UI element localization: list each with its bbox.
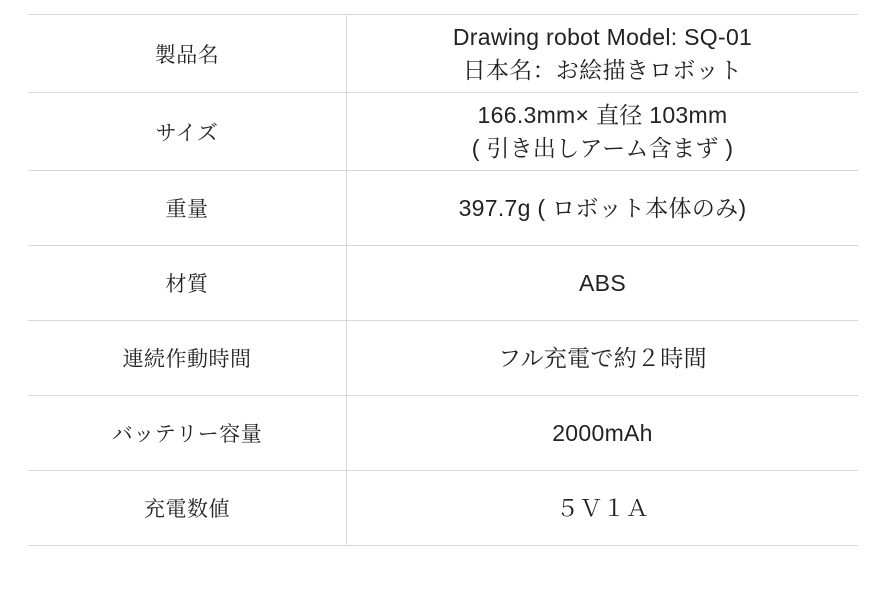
table-row [28, 171, 858, 246]
spec-value-size [347, 93, 859, 171]
spec-value-product-name [347, 15, 859, 93]
spec-label-charging-rating: 充電数値 [28, 471, 347, 546]
spec-value-line: ABS [579, 269, 626, 296]
spec-value-line: 166.3mm× 直径 103mm [477, 101, 728, 128]
spec-value-line: Drawing robot Model: SQ-01 [452, 23, 753, 50]
spec-value-line: 日本名：お絵描きロボット [462, 56, 743, 83]
spec-value-line: 2000mAh [552, 419, 653, 446]
spec-label-battery-capacity: バッテリー容量 [28, 396, 347, 471]
table-row [28, 93, 858, 171]
table-row [28, 321, 858, 396]
spec-value-operating-time [347, 321, 859, 396]
table-row [28, 471, 858, 546]
spec-value-line: ( 引き出しアーム含まず ) [471, 134, 734, 161]
spec-value-battery-capacity [347, 396, 859, 471]
table-row [28, 246, 858, 321]
spec-label-weight: 重量 [28, 171, 347, 246]
table-row [28, 15, 858, 93]
spec-label-operating-time: 連続作動時間 [28, 321, 347, 396]
spec-value-line: 397.7g ( ロボット本体のみ) [458, 194, 747, 221]
spec-label-size: サイズ [28, 93, 347, 171]
spec-value-material [347, 246, 859, 321]
spec-value-weight [347, 171, 859, 246]
product-spec-table [28, 14, 858, 546]
spec-label-product-name: 製品名 [28, 15, 347, 93]
spec-value-charging-rating [347, 471, 859, 546]
spec-label-material: 材質 [28, 246, 347, 321]
spec-value-line: ５Ｖ１Ａ [555, 494, 650, 521]
spec-value-line: フル充電で約２時間 [498, 344, 707, 371]
table-row [28, 396, 858, 471]
